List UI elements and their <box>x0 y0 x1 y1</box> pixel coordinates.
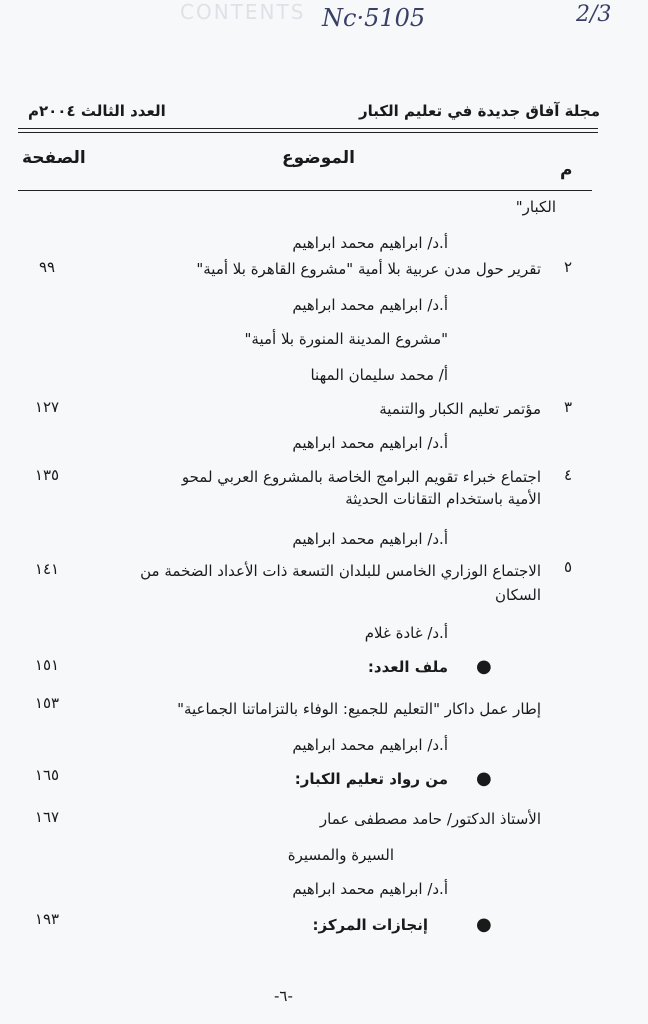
toc-title-continued: السكان <box>495 586 541 604</box>
toc-page-number: ١٦٥ <box>34 766 60 784</box>
bleed-through-text: CONTENTS <box>180 0 306 24</box>
toc-title: "مشروع المدينة المنورة بلا أمية" <box>244 330 448 348</box>
header-rule <box>18 128 598 129</box>
toc-index: ٣ <box>563 398 573 416</box>
toc-section-heading: إنجازات المركز: <box>312 916 428 934</box>
toc-page-number: ١٥١ <box>34 656 60 674</box>
toc-author: أ.د/ ابراهيم محمد ابراهيم <box>292 234 448 252</box>
toc-author: أ.د/ ابراهيم محمد ابراهيم <box>292 296 448 314</box>
toc-page-number: ١٤١ <box>34 560 60 578</box>
bullet-icon: ● <box>476 656 492 677</box>
toc-author: أ.د/ غادة غلام <box>364 624 448 642</box>
toc-title-continued: الأمية باستخدام التقانات الحديثة <box>345 490 541 508</box>
toc-section-heading: ملف العدد: <box>367 658 448 676</box>
toc-page-number: ١٥٣ <box>34 694 60 712</box>
toc-subtitle: السيرة والمسيرة <box>287 846 394 864</box>
column-page-heading: الصفحة <box>22 148 86 168</box>
toc-index: ٥ <box>563 558 573 576</box>
bullet-icon: ● <box>476 914 492 935</box>
column-topic-heading: الموضوع <box>282 148 355 168</box>
toc-title: الاجتماع الوزاري الخامس للبلدان التسعة ذات الأعداد الضخمة من <box>140 562 541 580</box>
header-rule-double <box>18 132 598 133</box>
toc-author: أ.د/ ابراهيم محمد ابراهيم <box>292 736 448 754</box>
toc-page-number: ٩٩ <box>38 258 56 276</box>
handwritten-page-fraction: 2/3 <box>576 2 612 27</box>
column-index-heading: م <box>560 160 573 180</box>
toc-title: الأستاذ الدكتور/ حامد مصطفى عمار <box>319 810 541 828</box>
toc-title: مؤتمر تعليم الكبار والتنمية <box>379 400 541 418</box>
page-number-footer: -٦- <box>274 987 293 1005</box>
toc-page-number: ١٩٣ <box>34 910 60 928</box>
toc-title: اجتماع خبراء تقويم البرامج الخاصة بالمشروع العربي لمحو <box>181 468 541 486</box>
toc-section-heading: من رواد تعليم الكبار: <box>294 770 448 788</box>
toc-page-number: ١٢٧ <box>34 398 60 416</box>
columns-rule <box>18 190 592 191</box>
toc-index: ٢ <box>563 258 573 276</box>
toc-author: أ.د/ ابراهيم محمد ابراهيم <box>292 880 448 898</box>
toc-index: ٤ <box>563 466 573 484</box>
bullet-icon: ● <box>476 768 492 789</box>
toc-title: إطار عمل داكار "التعليم للجميع: الوفاء بالتزاماتنا الجماعية" <box>177 700 541 718</box>
toc-line: الكبار" <box>515 198 556 216</box>
toc-author: أ.د/ ابراهيم محمد ابراهيم <box>292 434 448 452</box>
journal-title: مجلة آفاق جديدة في تعليم الكبار <box>358 102 600 120</box>
toc-page-number: ١٦٧ <box>34 808 60 826</box>
toc-author: أ/ محمد سليمان المهنا <box>310 366 448 384</box>
toc-title: تقرير حول مدن عربية بلا أمية "مشروع القاهرة بلا أمية" <box>196 260 541 278</box>
issue-label: العدد الثالث ٢٠٠٤م <box>28 102 166 120</box>
toc-author: أ.د/ ابراهيم محمد ابراهيم <box>292 530 448 548</box>
handwritten-reference: Nc·5105 <box>322 4 426 32</box>
toc-page-number: ١٣٥ <box>34 466 60 484</box>
